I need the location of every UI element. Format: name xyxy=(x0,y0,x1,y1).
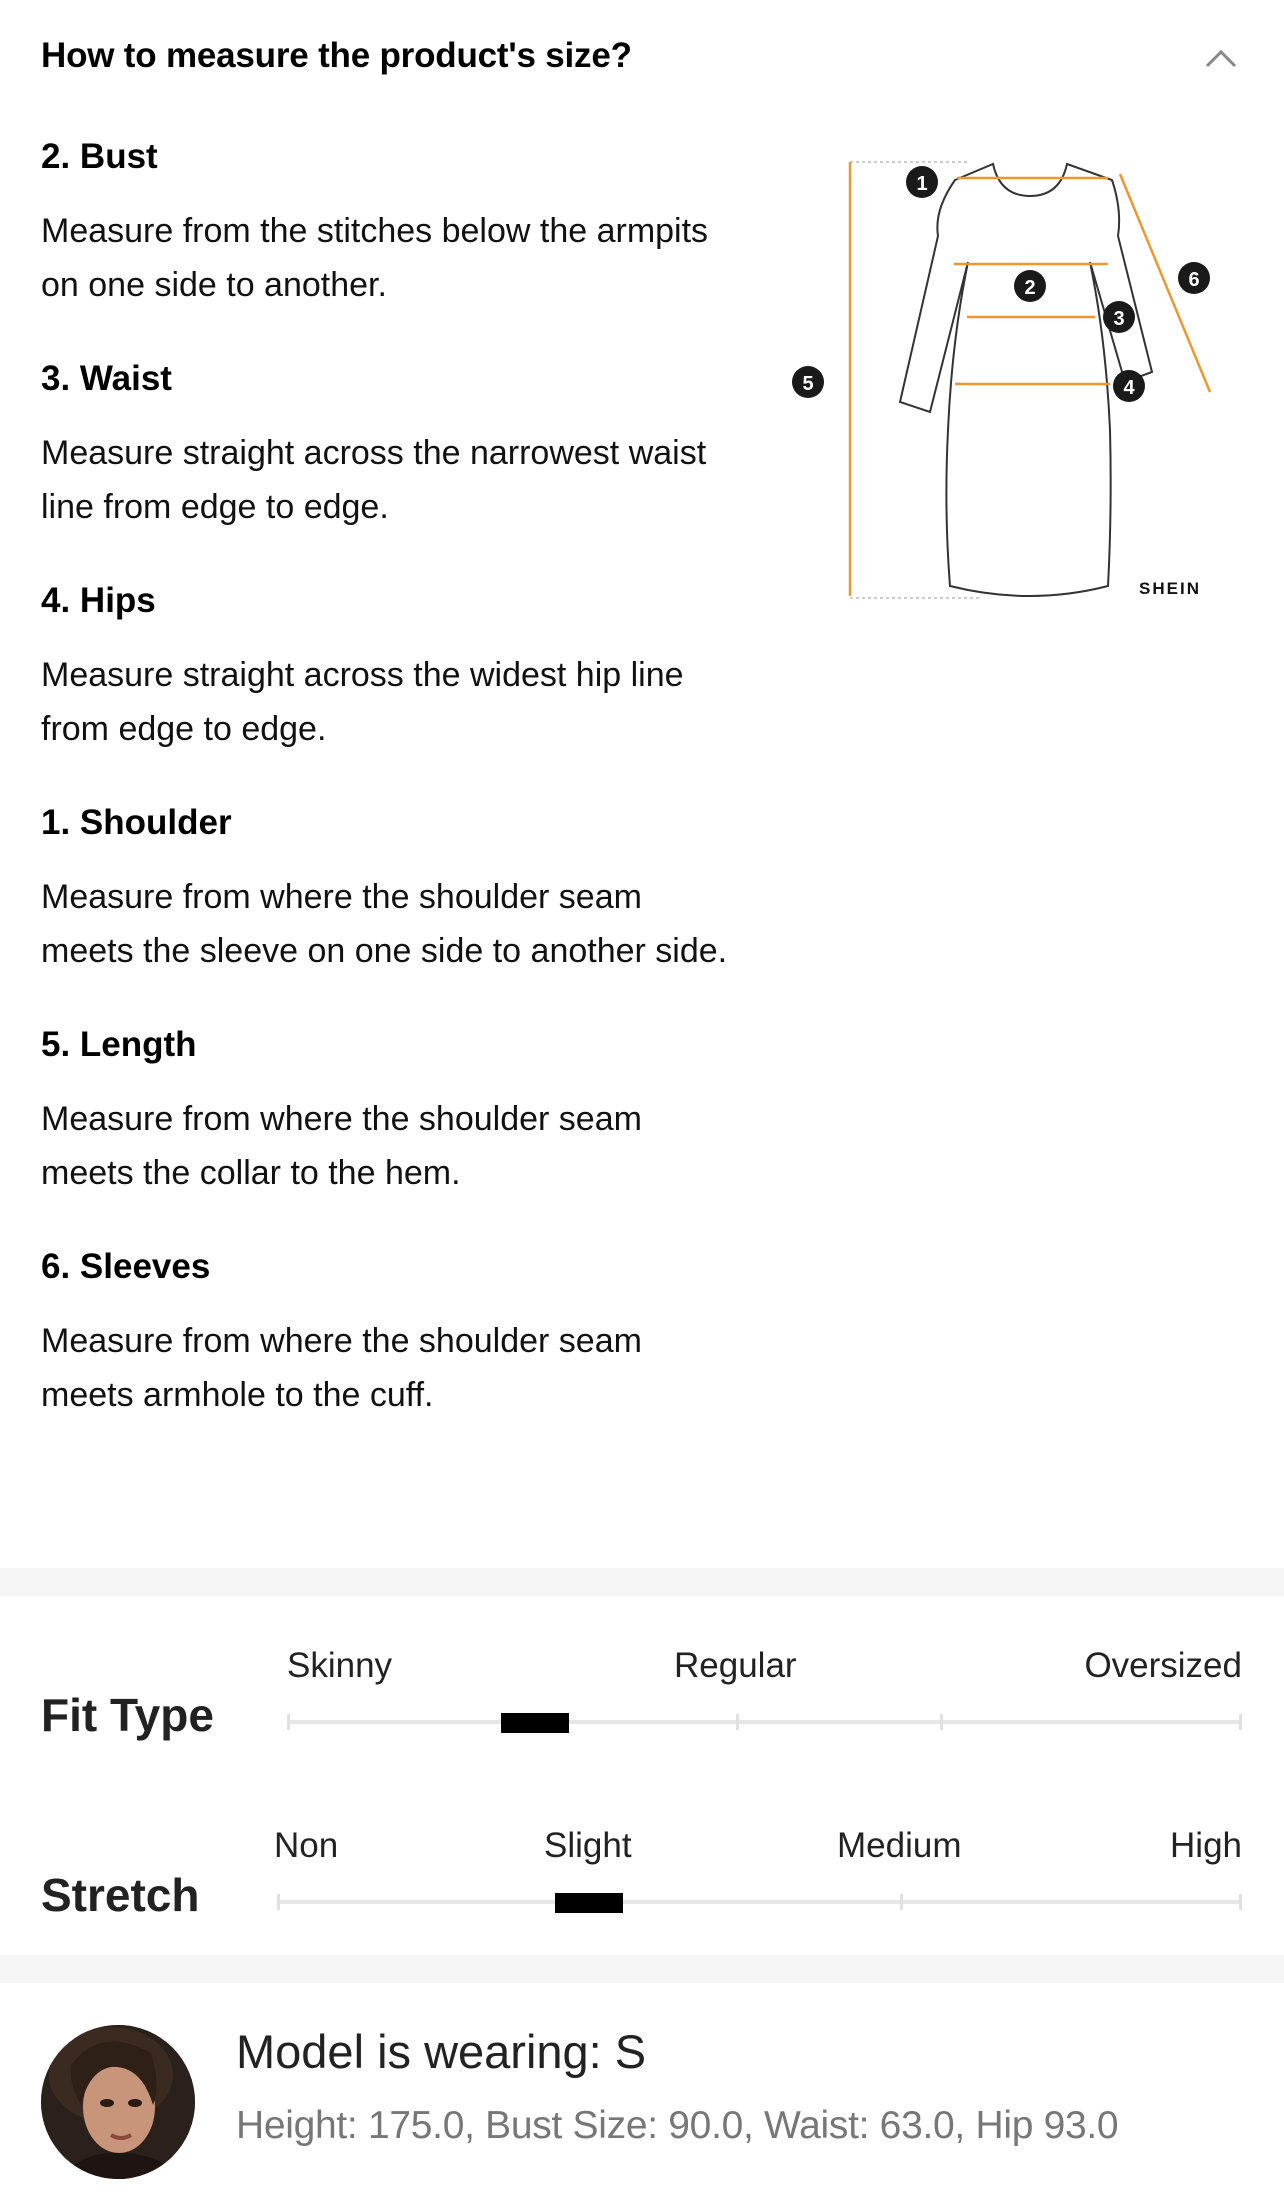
section-divider xyxy=(0,1955,1284,1983)
model-avatar xyxy=(41,2025,195,2179)
marker-1 xyxy=(906,166,938,198)
svg-text:5: 5 xyxy=(802,373,814,395)
svg-text:6: 6 xyxy=(1188,269,1200,291)
marker-3 xyxy=(1103,301,1135,333)
fit-type-track xyxy=(287,1720,1242,1724)
svg-text:2: 2 xyxy=(1024,277,1036,299)
measure-description: Measure from where the shoulder seam meets the collar to the hem. xyxy=(41,1100,642,1192)
stretch-scale-medium: Medium xyxy=(837,1826,962,1865)
stretch-scale-non: Non xyxy=(274,1826,339,1865)
measure-title: 2. Bust xyxy=(41,137,158,176)
marker-6 xyxy=(1178,262,1210,294)
fit-scale-regular: Regular xyxy=(674,1646,797,1685)
svg-text:1: 1 xyxy=(916,173,928,195)
measure-title: 4. Hips xyxy=(41,581,156,620)
measure-title: 5. Length xyxy=(41,1025,197,1064)
measurement-list xyxy=(41,135,741,1422)
stretch-indicator xyxy=(555,1893,623,1913)
measure-description: Measure straight across the widest hip line from edge to edge. xyxy=(41,656,684,748)
marker-2 xyxy=(1014,270,1046,302)
stretch-track xyxy=(277,1900,1242,1904)
measure-description: Measure from where the shoulder seam meets armhole to the cuff. xyxy=(41,1322,642,1414)
measure-item-hips xyxy=(41,579,741,756)
measure-item-waist xyxy=(41,357,741,534)
measure-title: 6. Sleeves xyxy=(41,1247,211,1286)
svg-text:3: 3 xyxy=(1113,308,1125,330)
measure-item-sleeves xyxy=(41,1245,741,1422)
model-wearing-size: Model is wearing: S xyxy=(236,2025,647,2078)
measure-item-bust xyxy=(41,135,741,312)
measure-item-shoulder xyxy=(41,801,741,978)
brand-logo: SHEIN xyxy=(1139,579,1201,598)
marker-5 xyxy=(792,366,824,398)
stretch-scale-high: High xyxy=(1170,1826,1242,1865)
measure-description: Measure straight across the narrowest waist line from edge to edge. xyxy=(41,434,707,526)
fit-scale-skinny: Skinny xyxy=(287,1646,393,1685)
dress-measurement-diagram xyxy=(780,150,1230,610)
fit-scale-oversized: Oversized xyxy=(1084,1646,1242,1685)
chevron-up-icon[interactable] xyxy=(1201,40,1241,80)
svg-text:4: 4 xyxy=(1123,377,1135,399)
measure-item-length xyxy=(41,1023,741,1200)
model-measurements: Height: 175.0, Bust Size: 90.0, Waist: 63.0, Hip 93.0 xyxy=(236,2104,1119,2147)
fit-type-label: Fit Type xyxy=(41,1689,214,1741)
stretch-scale-slight: Slight xyxy=(544,1826,632,1865)
fit-type-indicator xyxy=(501,1713,569,1733)
size-guide-header[interactable] xyxy=(41,36,1241,86)
stretch-label: Stretch xyxy=(41,1869,200,1921)
marker-4 xyxy=(1113,370,1145,402)
measure-description: Measure from the stitches below the armpits on one side to another. xyxy=(41,212,709,304)
measure-title: 1. Shoulder xyxy=(41,803,232,842)
section-divider xyxy=(0,1568,1284,1596)
section-title: How to measure the product's size? xyxy=(41,36,632,75)
measure-title: 3. Waist xyxy=(41,359,172,398)
measure-description: Measure from where the shoulder seam meets the sleeve on one side to another side. xyxy=(41,878,728,970)
